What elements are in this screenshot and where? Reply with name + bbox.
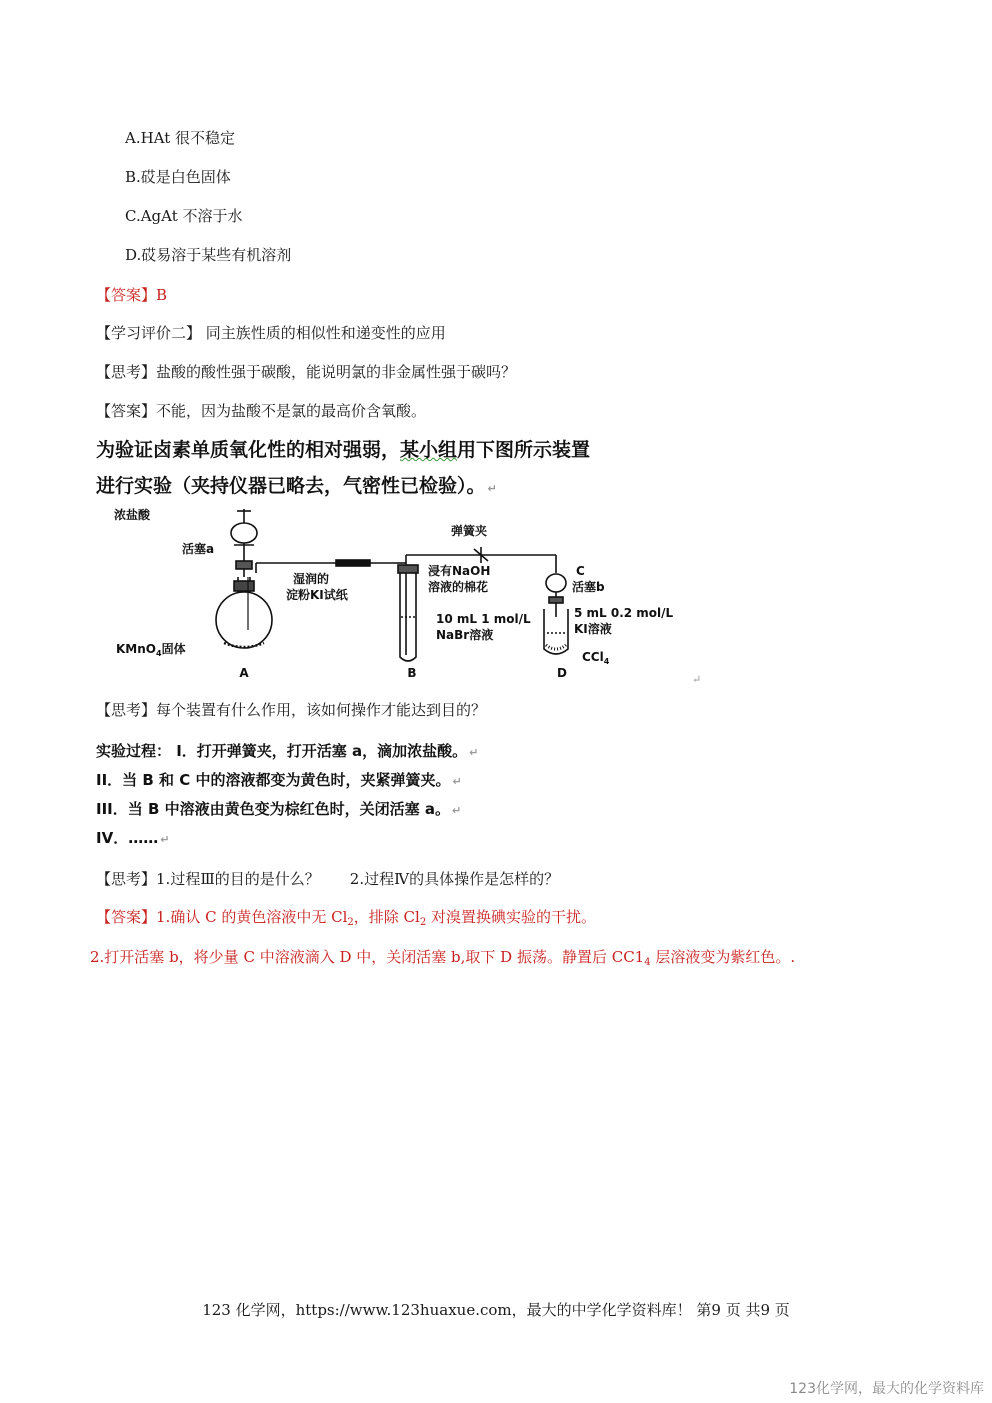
label-nabr-2: NaBr溶液 <box>436 628 494 642</box>
think-1 <box>96 362 516 382</box>
answer-line2-sub: 4 <box>644 957 651 968</box>
think-q2: 2.过程Ⅳ的具体操作是怎样的？ <box>349 870 560 888</box>
answer-3-line-1 <box>96 907 596 927</box>
label-naoh-1: 浸有NaOH <box>428 564 491 578</box>
watermark: 123化学网，最大的化学资料库 <box>789 1381 984 1397</box>
starch-ki-paper <box>336 560 370 566</box>
apparatus-diagram <box>96 505 696 685</box>
think-tag: 【思考】 <box>96 701 157 719</box>
answer-line2-a: 2.打开活塞 b，将少量 C 中溶液滴入 D 中，关闭活塞 b,取下 D 振荡。静置后 CC1 <box>90 948 645 966</box>
label-ki-1: 5 mL 0.2 mol/L <box>574 606 674 620</box>
process-step-2 <box>96 769 462 793</box>
label-a: A <box>239 666 249 680</box>
answer-line2-b: 层溶液变为紫红色。. <box>650 948 796 966</box>
step-1-text: 实验过程： I．打开弹簧夹，打开活塞 a，滴加浓盐酸。 <box>96 742 468 760</box>
answer-part-1: 1.确认 C 的黄色溶液中无 Cl <box>156 908 348 926</box>
answer-sub-2: 2 <box>419 917 427 928</box>
think-3 <box>96 869 559 889</box>
process-step-1 <box>96 740 478 764</box>
label-wet-paper-1: 湿润的 <box>293 572 330 586</box>
label-c: C <box>576 564 585 578</box>
intro-text-2: 进行实验（夹持仪器已略去，气密性已检验）。 <box>96 475 486 497</box>
label-b: B <box>407 666 417 680</box>
tube-b <box>396 563 418 661</box>
label-stopcock-b: 活塞b <box>572 580 605 594</box>
intro-line-2 <box>96 473 497 502</box>
answer-value: B <box>156 286 168 304</box>
eval2-text: 同主族性质的相似性和递变性的应用 <box>201 324 446 342</box>
think-text: 盐酸的酸性强于碳酸，能说明氯的非金属性强于碳吗？ <box>156 363 517 381</box>
label-nabr-1: 10 mL 1 mol/L <box>436 612 531 626</box>
label-clip: 弹簧夹 <box>451 524 488 538</box>
label-stopcock-a: 活塞a <box>182 542 215 556</box>
dropping-funnel <box>231 509 257 577</box>
answer-tag: 【答案】 <box>96 402 157 420</box>
answer-text: 不能，因为盐酸不是氯的最高价含氧酸。 <box>156 402 427 420</box>
intro-text-c: 用下图所示装置 <box>457 439 591 461</box>
think-2 <box>96 700 486 720</box>
paragraph-mark-icon: ↵ <box>452 775 462 788</box>
label-kmno4: KMnO$_4$固体 <box>116 642 186 658</box>
paragraph-mark-icon: ↵ <box>160 833 170 846</box>
label-hcl: 浓盐酸 <box>114 508 151 522</box>
paragraph-mark-icon: ↵ <box>692 673 702 686</box>
option-a: A.HAt 很不稳定 <box>125 129 236 147</box>
answer-3-line-2 <box>90 947 795 967</box>
answer-part-3: 对溴置换碘实验的干扰。 <box>426 908 596 926</box>
paragraph-mark-icon: ↵ <box>487 482 497 495</box>
think-text: 每个装置有什么作用，该如何操作才能达到目的？ <box>156 701 487 719</box>
bulb-c <box>546 574 566 617</box>
answer-tag: 【答案】 <box>96 908 157 926</box>
paragraph-mark-icon: ↵ <box>469 746 479 759</box>
label-wet-paper-2: 淀粉KI试纸 <box>286 588 348 602</box>
step-4-text: IV．…… <box>96 829 159 847</box>
label-naoh-2: 溶液的棉花 <box>428 580 489 594</box>
label-ki-2: KI溶液 <box>574 622 612 636</box>
think-tag: 【思考】 <box>96 870 157 888</box>
page-footer: 123 化学网，https://www.123huaxue.com，最大的中学化学资料库！ 第9 页 共9 页 <box>202 1301 790 1319</box>
intro-text-b: 某小组 <box>400 439 458 461</box>
answer-sub-1: 2 <box>347 917 354 928</box>
paragraph-mark-icon: ↵ <box>451 804 462 817</box>
answer-2 <box>96 401 426 421</box>
intro-line-1 <box>96 437 590 463</box>
think-q1: 1.过程Ⅲ的目的是什么？ <box>156 870 320 888</box>
answer-part-2: ，排除 Cl <box>353 908 420 926</box>
option-d: D.砹易溶于某些有机溶剂 <box>125 246 292 264</box>
eval2-heading <box>96 323 446 343</box>
answer-1 <box>96 285 167 305</box>
option-c: C.AgAt 不溶于水 <box>125 207 243 225</box>
step-3-text: III．当 B 中溶液由黄色变为棕红色时，关闭活塞 a。 <box>96 800 450 818</box>
process-step-4 <box>96 827 169 851</box>
answer-tag: 【答案】 <box>96 286 157 304</box>
label-d: D <box>557 666 567 680</box>
process-step-3 <box>96 798 461 822</box>
option-b: B.砹是白色固体 <box>125 168 231 186</box>
eval2-tag: 【学习评价二】 <box>96 324 202 342</box>
think-tag: 【思考】 <box>96 363 157 381</box>
step-2-text: II．当 B 和 C 中的溶液都变为黄色时，夹紧弹簧夹。 <box>96 771 451 789</box>
intro-text-a: 为验证卤素单质氧化性的相对强弱， <box>96 439 401 461</box>
label-ccl4: CCl$_4$ <box>582 650 610 666</box>
